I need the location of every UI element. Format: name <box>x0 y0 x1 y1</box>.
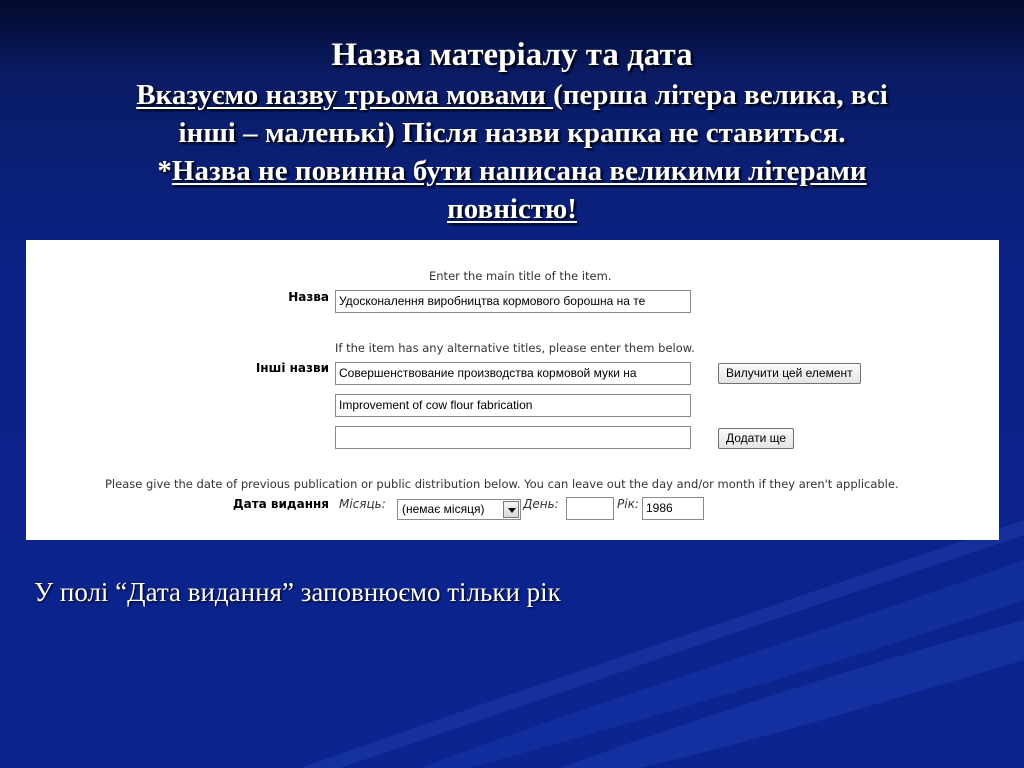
date-label: Дата видання <box>232 497 329 511</box>
title-input[interactable]: Удосконалення виробництва кормового борошна на те <box>335 290 691 313</box>
alt-titles-label: Інші назви <box>255 361 329 375</box>
add-more-button[interactable]: Додати ще <box>718 428 794 449</box>
header-line-4 <box>40 190 984 228</box>
year-label: Рік: <box>617 497 639 511</box>
date-hint: Please give the date of previous publication or public distribution below. You can leave out the day and/or month if they aren't applicable. <box>105 477 899 491</box>
year-input[interactable]: 1986 <box>642 497 704 520</box>
slide-note: У полі “Дата видання” заповнюємо тільки рік <box>34 577 561 607</box>
month-select[interactable] <box>397 499 521 520</box>
header-line-3 <box>40 152 984 190</box>
header-line-2: інші – маленькі) Після назви крапка не ставиться. <box>178 117 846 149</box>
header-line-1-rest: (перша літера велика, всі <box>553 79 888 111</box>
alt-title-input-2[interactable]: Improvement of cow flour fabrication <box>335 394 691 417</box>
day-label: День: <box>523 497 559 511</box>
dropdown-arrow-icon[interactable] <box>503 501 519 518</box>
alt-titles-hint: If the item has any alternative titles, please enter them below. <box>335 341 695 355</box>
header-line-3-underlined: Назва не повинна бути написана великими літерами <box>171 155 867 187</box>
remove-element-button[interactable]: Вилучити цей елемент <box>718 363 861 384</box>
title-hint: Enter the main title of the item. <box>429 269 612 283</box>
header-line-4-underlined: повністю! <box>447 193 577 225</box>
alt-title-input-3[interactable] <box>335 426 691 449</box>
month-label: Місяць: <box>339 497 386 511</box>
slide-title: Назва матеріалу та дата <box>331 37 693 73</box>
header-line-1 <box>40 76 984 114</box>
slide-header <box>40 34 984 228</box>
header-star: * <box>157 155 172 187</box>
month-select-value: (немає місяця) <box>402 502 485 516</box>
alt-title-input-1[interactable]: Совершенствование производства кормовой муки на <box>335 362 691 385</box>
header-line-1-underlined: Вказуємо назву трьома мовами <box>136 79 554 111</box>
form-screenshot-panel <box>26 240 999 540</box>
day-input[interactable] <box>566 497 614 520</box>
title-label: Назва <box>288 290 329 304</box>
